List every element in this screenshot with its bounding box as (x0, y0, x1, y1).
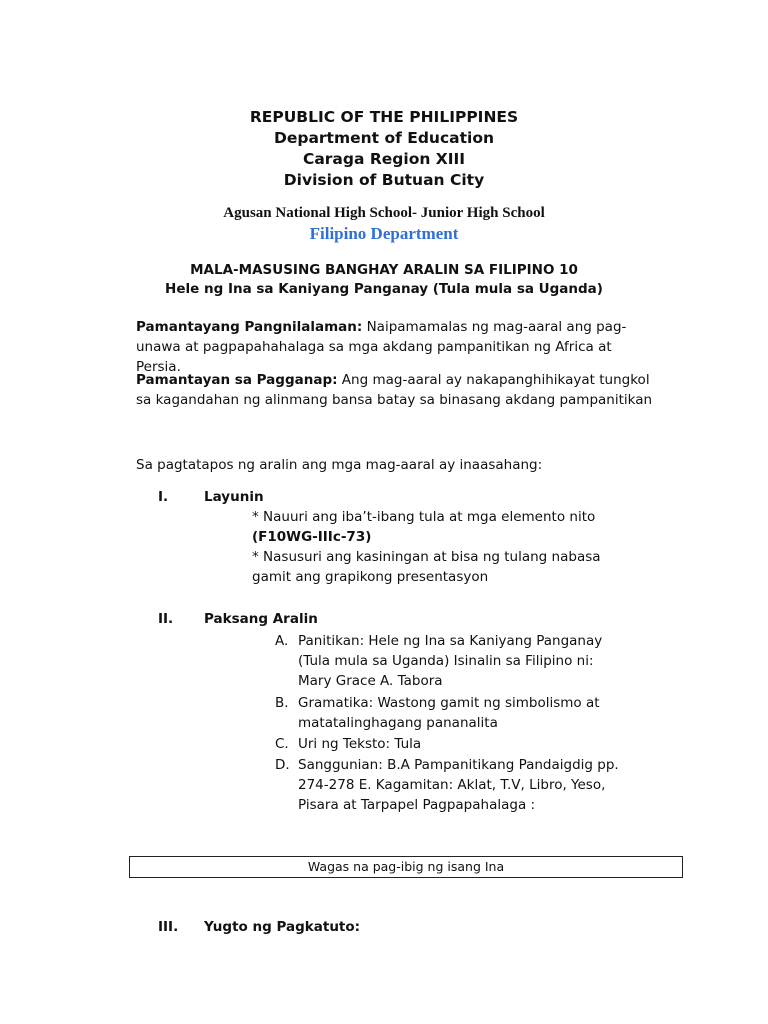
list-item-letter: A. (275, 633, 289, 649)
value-box: Wagas na pag-ibig ng isang Ina (129, 856, 683, 878)
section-3-title: Yugto ng Pagkatuto: (204, 919, 361, 935)
competency-code-text: (F10WG-IIIc-73) (252, 529, 372, 545)
header-division: Division of Butuan City (283, 171, 485, 189)
header-republic: REPUBLIC OF THE PHILIPPINES (249, 108, 519, 126)
content-standard-label: Pamantayang Pangnilalaman: (136, 319, 363, 335)
list-item-text: Gramatika: Wastong gamit ng simbolismo at matatalinghagang pananalita (298, 695, 600, 731)
list-item-text: Sanggunian: B.A Pampanitikang Pandaigdig pp. 274-278 E. Kagamitan: Aklat, T.V, Libro, Yeso, Pisara at Tarpapel Pagpapahalaga : (298, 757, 619, 813)
section-2-title: Paksang Aralin (204, 611, 318, 627)
list-item-letter: D. (275, 757, 290, 773)
section-1-number: I. (158, 489, 169, 505)
intro-text: Sa pagtatapos ng aralin ang mga mag-aaral ay inaasahang: (136, 457, 543, 473)
list-item-letter: B. (275, 695, 289, 711)
header-department: Department of Education (273, 129, 495, 147)
list-item-text: Uri ng Teksto: Tula (298, 736, 422, 752)
list-item-letter: C. (275, 736, 289, 752)
section-1-title: Layunin (204, 489, 264, 505)
school-name: Agusan National High School- Junior High School (223, 205, 545, 221)
section-2-number: II. (158, 611, 174, 627)
lesson-plan-title: MALA-MASUSING BANGHAY ARALIN SA FILIPINO 10 (190, 262, 578, 278)
list-item-text: Panitikan: Hele ng Ina sa Kaniyang Panganay (Tula mula sa Uganda) Isinalin sa Filipino ni: Mary Grace A. Tabora (298, 633, 603, 689)
header-region: Caraga Region XIII (302, 150, 466, 168)
competency-code (252, 527, 632, 547)
performance-standard (136, 370, 656, 410)
content-standard-text: Naipamamalas ng mag-aaral ang pag-unawa at pagpapahahalaga sa mga akdang pampanitikan ng Africa at Persia. (136, 319, 627, 375)
content-standard (136, 317, 656, 377)
objective-2: * Nasusuri ang kasiningan at bisa ng tulang nabasa gamit ang grapikong presentasyon (252, 549, 601, 585)
department-name: Filipino Department (309, 224, 459, 243)
lesson-plan-subtitle: Hele ng Ina sa Kaniyang Panganay (Tula mula sa Uganda) (165, 281, 603, 297)
performance-standard-text: Ang mag-aaral ay nakapanghihikayat tungkol sa kagandahan ng alinmang bansa batay sa binasang akdang pampanitikan (136, 372, 653, 408)
section-3-number: III. (158, 919, 179, 935)
performance-standard-label: Pamantayan sa Pagganap: (136, 372, 338, 388)
objective-1: * Nauuri ang iba’t-ibang tula at mga elemento nito (252, 509, 596, 525)
